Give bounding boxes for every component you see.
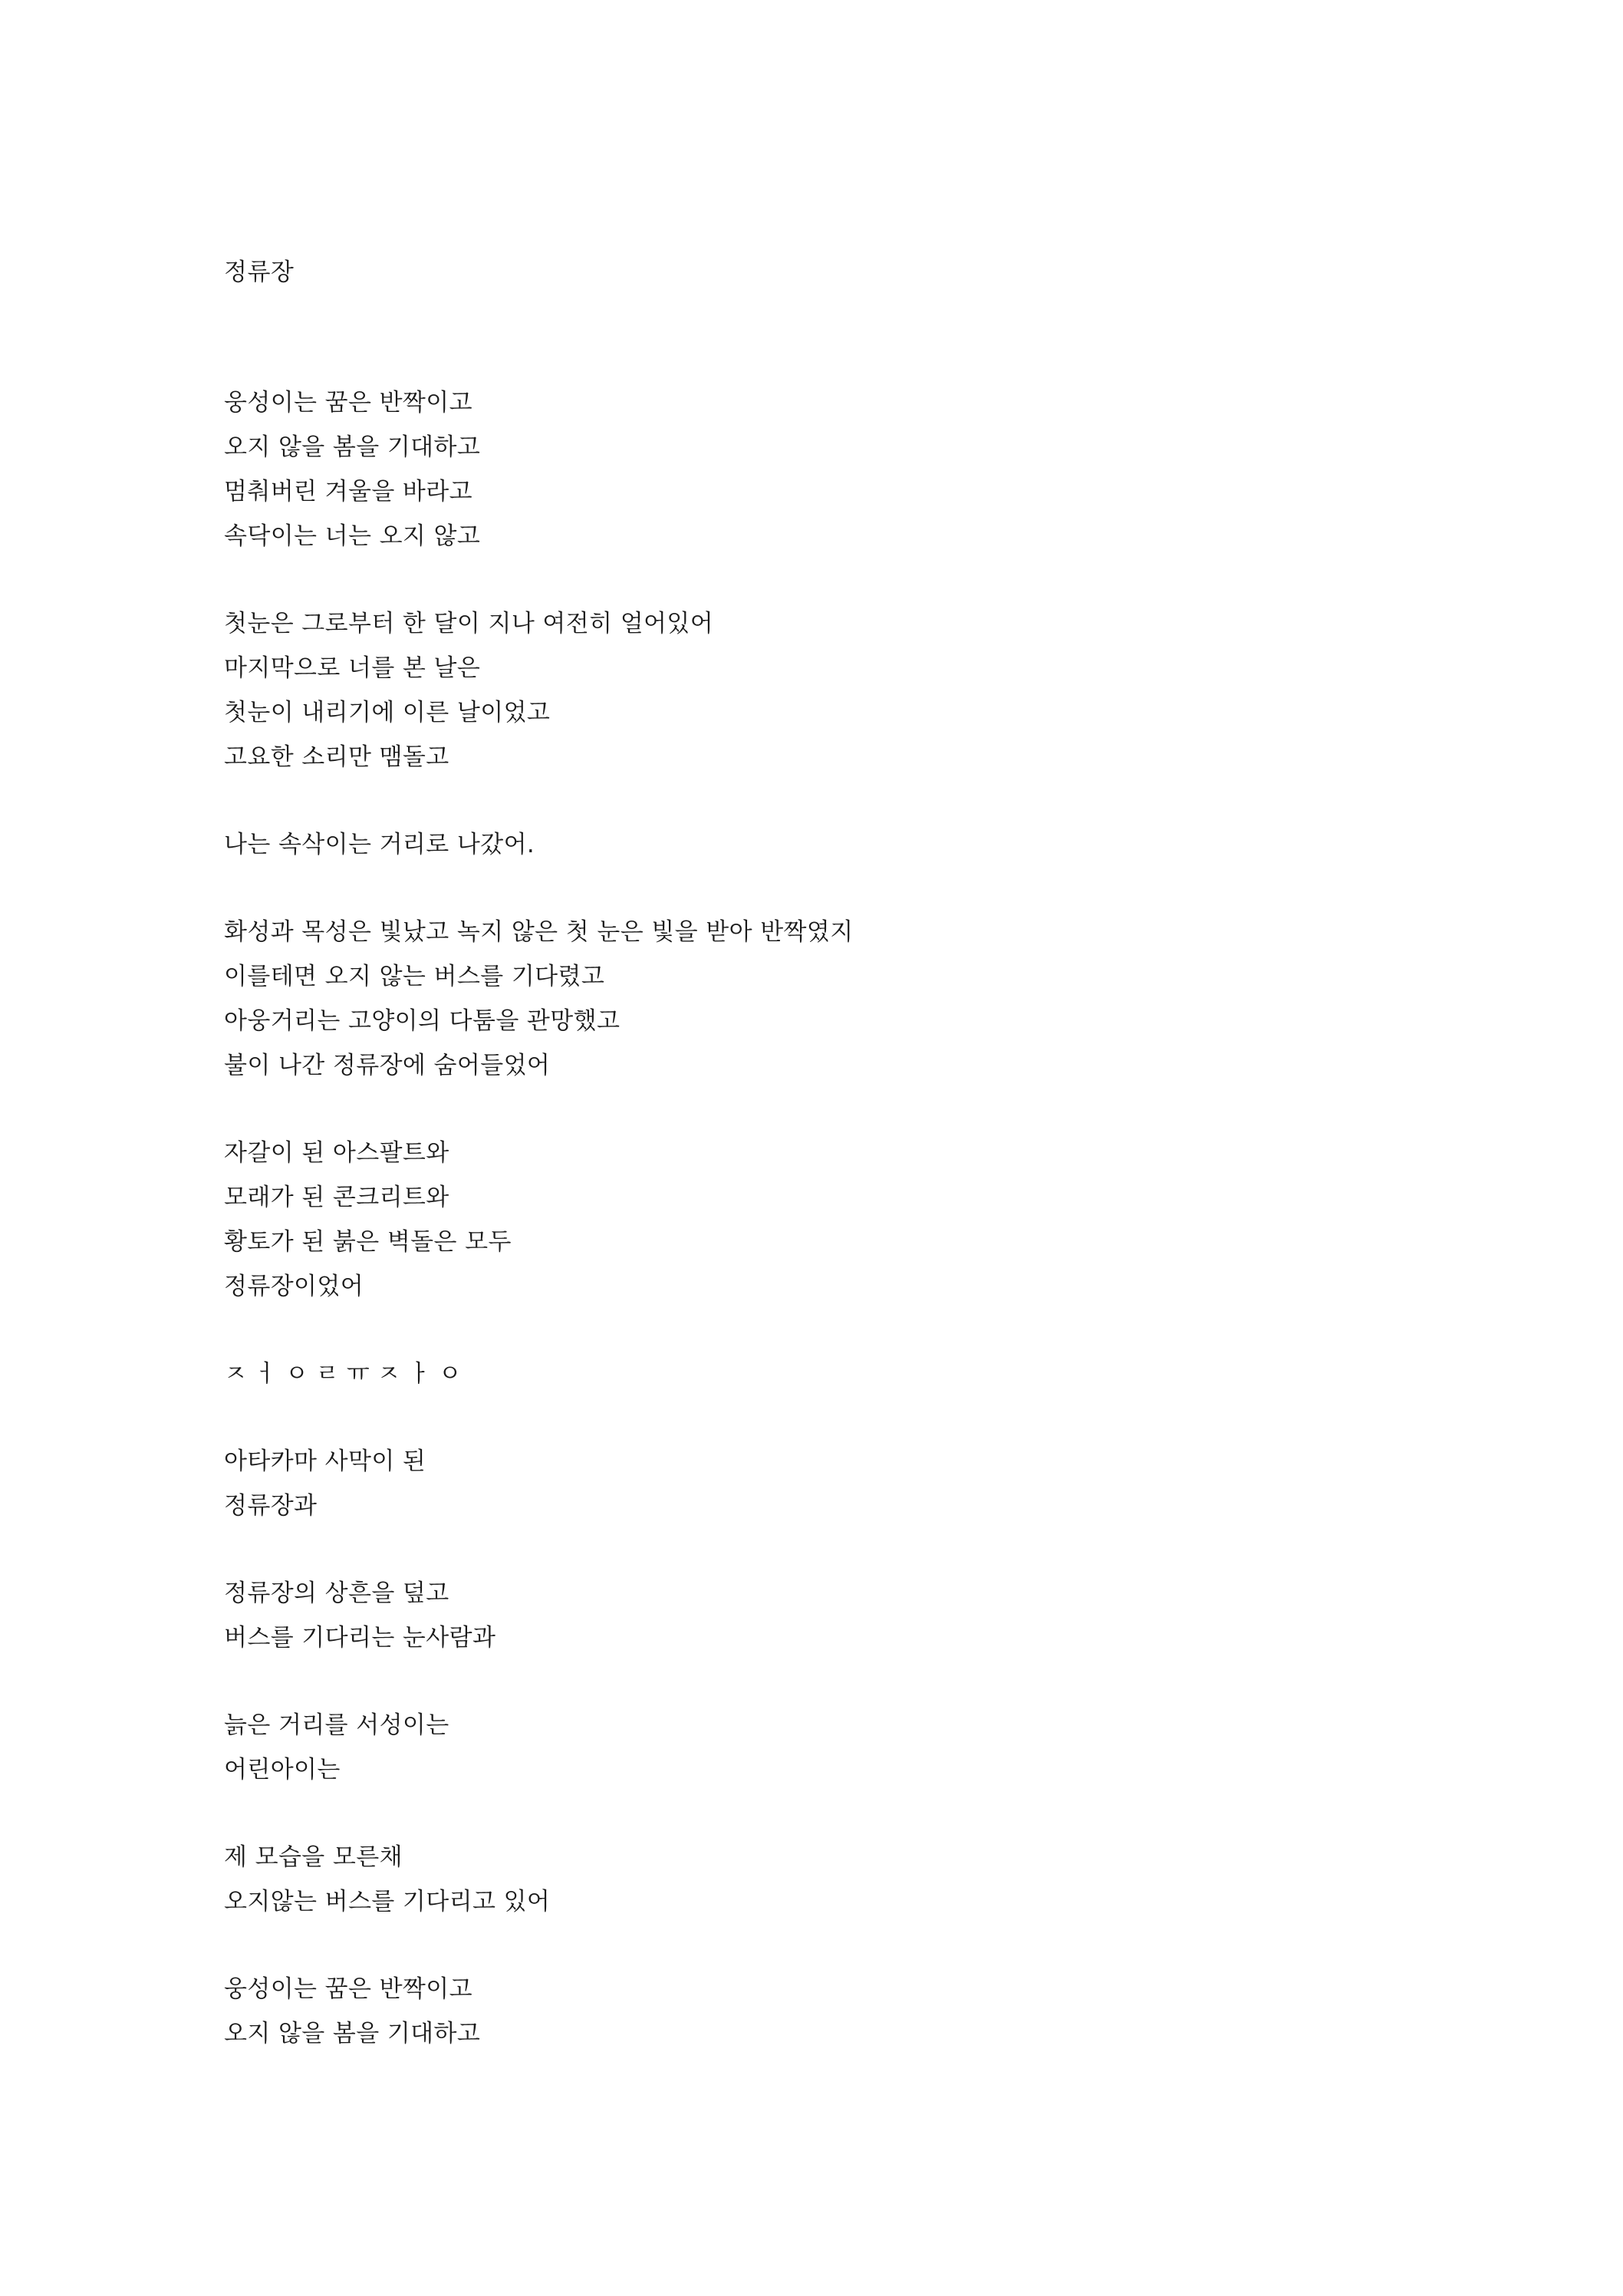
poem-line: 정류장과 <box>224 1492 318 1520</box>
poem-line: 화성과 목성은 빛났고 녹지 않은 첫 눈은 빛을 받아 반짝였지 <box>224 918 854 946</box>
poem-line: 자갈이 된 아스팔트와 <box>224 1139 449 1167</box>
stanza <box>224 601 1623 779</box>
poem-line: 첫눈이 내리기에 이른 날이었고 <box>224 699 551 726</box>
poem-line: 첫눈은 그로부터 한 달이 지나 여전히 얼어있어 <box>224 610 714 637</box>
stanza <box>224 1131 1623 1309</box>
stanza <box>224 1835 1623 1924</box>
page-title: 정류장 <box>224 259 295 286</box>
stanza <box>224 1967 1623 2056</box>
poem-line: 모래가 된 콘크리트와 <box>224 1184 449 1211</box>
poem-line: 오지 않을 봄을 기대하고 <box>224 2020 481 2047</box>
poem-line: 오지 않을 봄을 기대하고 <box>224 433 481 461</box>
stanza <box>224 1439 1623 1528</box>
poem-line: ㅈㅓㅇㄹㅠㅈㅏㅇ <box>224 1360 469 1388</box>
poem-body <box>224 380 1623 2056</box>
poem-line: 제 모습을 모른채 <box>224 1843 403 1871</box>
poem-line: 황토가 된 붉은 벽돌은 모두 <box>224 1228 512 1256</box>
stanza <box>224 1571 1623 1660</box>
stanza <box>224 1352 1623 1396</box>
poem-line: 아웅거리는 고양이의 다툼을 관망했고 <box>224 1007 621 1035</box>
stanza <box>224 910 1623 1088</box>
poem-line: 늙은 거리를 서성이는 <box>224 1711 449 1739</box>
poem-line: 불이 나간 정류장에 숨어들었어 <box>224 1052 551 1079</box>
poem-line: 웅성이는 꿈은 반짝이고 <box>224 1975 472 2003</box>
poem-line: 이를테면 오지 않는 버스를 기다렸고 <box>224 963 605 990</box>
poem-line: 아타카마 사막이 된 <box>224 1448 426 1475</box>
poem-line: 어린아이는 <box>224 1756 341 1784</box>
poem-line: 고요한 소리만 맴돌고 <box>224 743 449 771</box>
poem-line: 정류장이었어 <box>224 1273 364 1300</box>
poem-line: 정류장의 상흔을 덮고 <box>224 1580 449 1607</box>
poem-line: 나는 속삭이는 거리로 나갔어. <box>224 831 535 858</box>
poem-line: 웅성이는 꿈은 반짝이고 <box>224 389 472 417</box>
poem-line: 오지않는 버스를 기다리고 있어 <box>224 1888 551 1916</box>
stanza <box>224 1703 1623 1792</box>
poem-line: 속닥이는 너는 오지 않고 <box>224 522 481 550</box>
poem-line: 버스를 기다리는 눈사람과 <box>224 1624 496 1652</box>
poem-line: 멈춰버린 겨울을 바라고 <box>224 478 472 506</box>
poem-line: 마지막으로 너를 본 날은 <box>224 654 481 682</box>
stanza <box>224 822 1623 867</box>
stanza <box>224 380 1623 558</box>
